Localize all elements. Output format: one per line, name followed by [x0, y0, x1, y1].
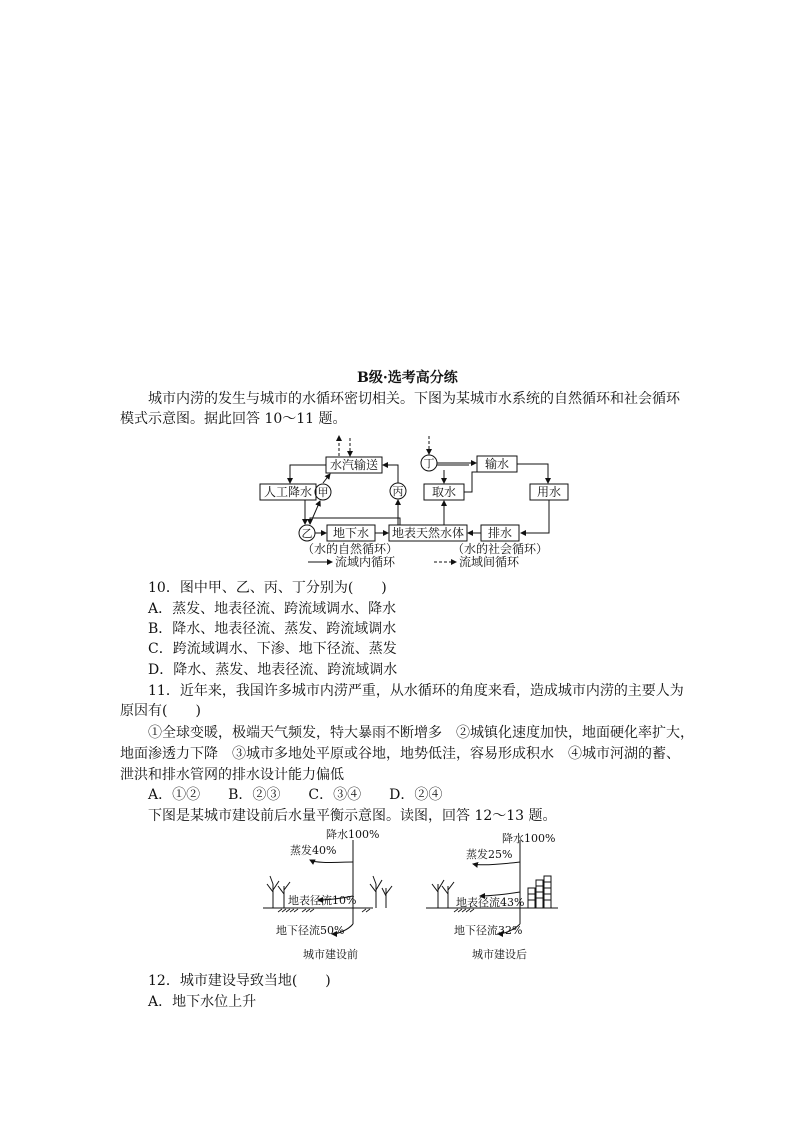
label-bing: 丙	[392, 485, 404, 498]
before-ground: 地下径流50%	[276, 924, 345, 937]
legend-solid: 流域内循环	[335, 555, 396, 569]
before-evap: 蒸发40%	[290, 844, 337, 857]
label-yi: 乙	[301, 527, 313, 540]
after-ground: 地下径流32%	[454, 924, 523, 937]
after-caption: 城市建设后	[472, 948, 527, 961]
label-drain: 排水	[487, 526, 513, 540]
label-transport: 输水	[484, 457, 510, 471]
section-title: B级·选考高分练	[357, 370, 458, 386]
intro-line-2: 模式示意图。据此回答 10～11 题。	[120, 411, 347, 427]
caption-natural: （水的自然循环）	[301, 542, 399, 556]
intro-2: 下图是某城市建设前后水量平衡示意图。读图，回答 12～13 题。	[148, 808, 557, 824]
intro-line-1: 城市内涝的发生与城市的水循环密切相关。下图为某城市水系统的自然循环和社会循环	[148, 391, 680, 407]
q10-option-d[interactable]: D．降水、蒸发、地表径流、跨流域调水	[148, 662, 398, 678]
after-evap: 蒸发25%	[466, 848, 513, 861]
q12-option-a[interactable]: A．地下水位上升	[148, 994, 257, 1010]
before-precip: 降水100%	[326, 828, 380, 841]
legend-dashed: 流域间循环	[459, 555, 520, 569]
q11-body-2: 地面渗透力下降 ③城市多地处平原或谷地，地势低洼，容易形成积水 ④城市河湖的蓄、	[120, 746, 680, 762]
label-vapor: 水汽输送	[329, 458, 379, 472]
q10-option-b[interactable]: B．降水、地表径流、蒸发、跨流域调水	[148, 621, 397, 637]
q11-body-1: ①全球变暖，极端天气频发，特大暴雨不断增多 ②城镇化速度加快，地面硬化率扩大，	[148, 725, 694, 741]
q11-body-3: 泄洪和排水管网的排水设计能力偏低	[120, 767, 344, 783]
q11-stem-2: 原因有( )	[120, 703, 201, 719]
label-take-water: 取水	[431, 485, 457, 499]
after-precip: 降水100%	[502, 832, 556, 845]
label-groundwater: 地下水	[332, 526, 370, 540]
label-use-water: 用水	[536, 485, 562, 499]
water-balance-diagram	[258, 826, 568, 964]
q10-option-a[interactable]: A．蒸发、地表径流、跨流域调水、降水	[148, 601, 397, 617]
label-ding: 丁	[423, 457, 435, 470]
label-surface-water: 地表天然水体	[391, 526, 465, 540]
before-surface: 地表径流10%	[288, 894, 357, 907]
after-surface: 地表径流43%	[456, 896, 525, 909]
q10-option-c[interactable]: C．跨流域调水、下渗、地下径流、蒸发	[148, 641, 397, 657]
q11-stem-1: 11．近年来，我国许多城市内涝严重，从水循环的角度来看，造成城市内涝的主要人为	[148, 683, 684, 699]
caption-social: （水的社会循环）	[451, 542, 549, 556]
label-jia: 甲	[317, 486, 329, 499]
water-cycle-diagram	[250, 432, 580, 572]
q10-stem: 10．图中甲、乙、丙、丁分别为( )	[148, 580, 387, 596]
label-rain: 人工降水	[263, 485, 313, 499]
q12-stem: 12．城市建设导致当地( )	[148, 973, 331, 989]
before-caption: 城市建设前	[303, 948, 358, 961]
q11-options[interactable]: A．①② B．②③ C．③④ D．②④	[148, 787, 443, 803]
